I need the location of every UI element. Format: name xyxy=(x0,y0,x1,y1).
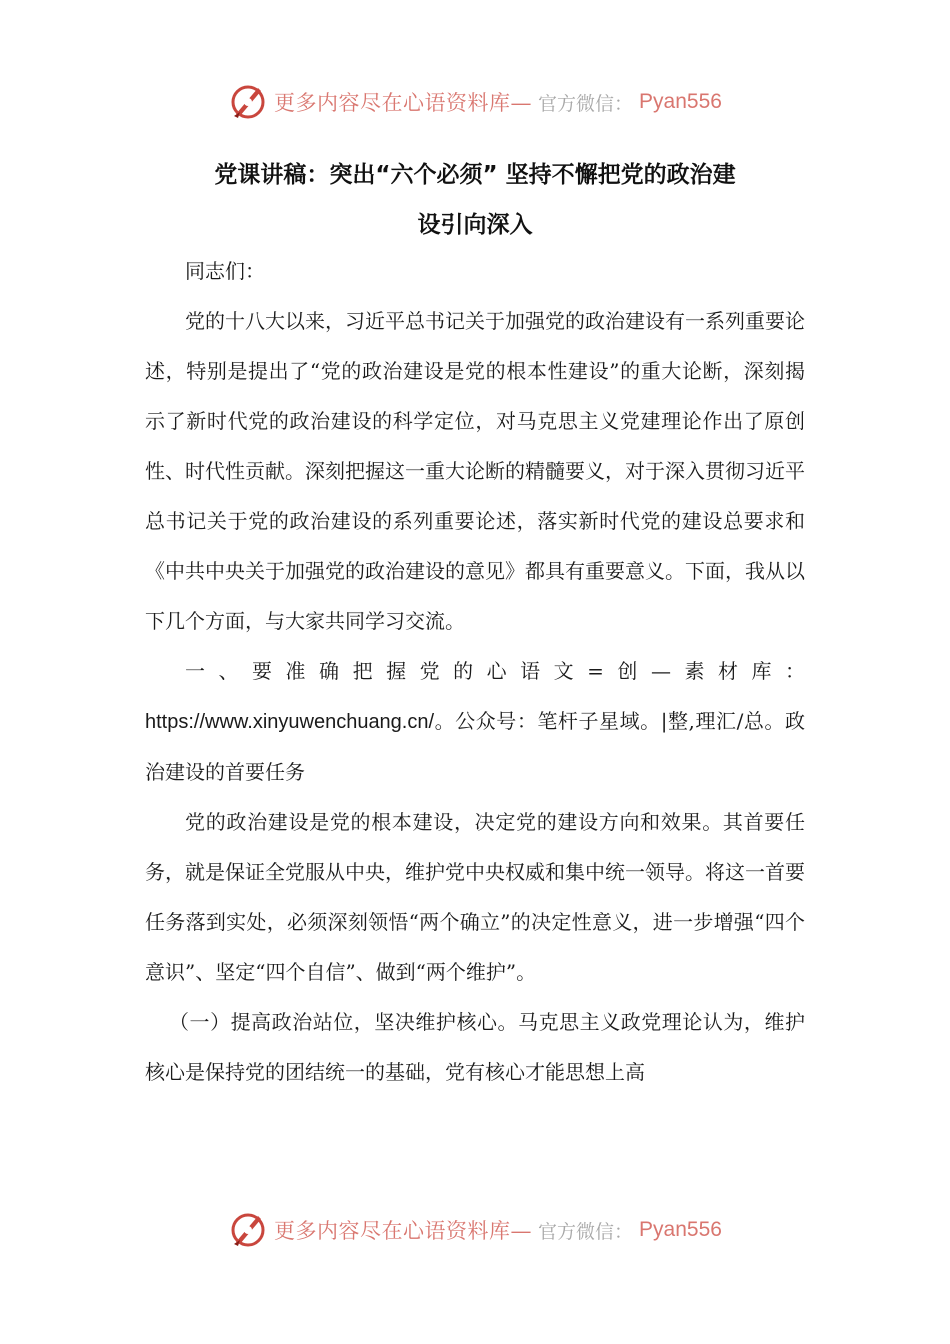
quill-pen-seal-icon xyxy=(228,82,268,122)
section-heading-1 xyxy=(145,646,805,797)
quill-pen-seal-icon xyxy=(228,1210,268,1250)
watermark-wechat-id: Pyan556 xyxy=(639,90,722,113)
watermark-wechat-label: 官方微信： xyxy=(538,92,634,115)
title-line-2: 设引向深入 xyxy=(417,212,533,238)
salutation: 同志们： xyxy=(185,259,265,283)
watermark-wechat-id: Pyan556 xyxy=(639,1218,722,1241)
paragraph-3: （一）提高政治站位，坚决维护核心。马克思主义政党理论认为，维护核心是保持党的团结统一的基础，党有核心才能思想上高 xyxy=(145,1010,805,1084)
document-body xyxy=(145,246,805,1097)
watermark-text: 更多内容尽在心语资料库— xyxy=(274,91,533,115)
section-heading-1-url: https://www.xinyuwenchuang.cn/ xyxy=(145,711,435,733)
paragraph-2: 党的政治建设是党的根本建设，决定党的建设方向和效果。其首要任务，就是保证全党服从中央，维护党中央权威和集中统一领导。将这一首要任务落到实处，必须深刻领悟“两个确立”的决定性意义，进一步增强“四个意识”、坚定“四个自信”、做到“两个维护”。 xyxy=(145,810,805,984)
watermark-text: 更多内容尽在心语资料库— xyxy=(274,1219,533,1243)
watermark-wechat-label: 官方微信： xyxy=(538,1220,634,1243)
title-line-1: 党课讲稿：突出“六个必须” 坚持不懈把党的政治建 xyxy=(214,162,736,188)
watermark-banner-top xyxy=(0,80,950,124)
document-title xyxy=(145,150,805,250)
paragraph-intro: 党的十八大以来，习近平总书记关于加强党的政治建设有一系列重要论述，特别是提出了“党的政治建设是党的根本性建设”的重大论断，深刻揭示了新时代党的政治建设的科学定位，对马克思主义党建理论作出了原创性、时代性贡献。深刻把握这一重大论断的精髓要义，对于深入贯彻习近平总书记关于党的政治建设的系列重要论述，落实新时代党的建设总要求和《中共中央关于加强党的政治建设的意见》都具有重要意义。下面，我从以下几个方面，与大家共同学习交流。 xyxy=(145,309,805,633)
section-heading-1-suffix: 。公众号：笔杆子星域。|整,理汇/总。政治建设的首要任务 xyxy=(145,709,805,784)
section-heading-1-prefix: 一、要准确把握党的心语文=创—素材库： xyxy=(185,659,805,683)
watermark-banner-bottom xyxy=(0,1208,950,1252)
